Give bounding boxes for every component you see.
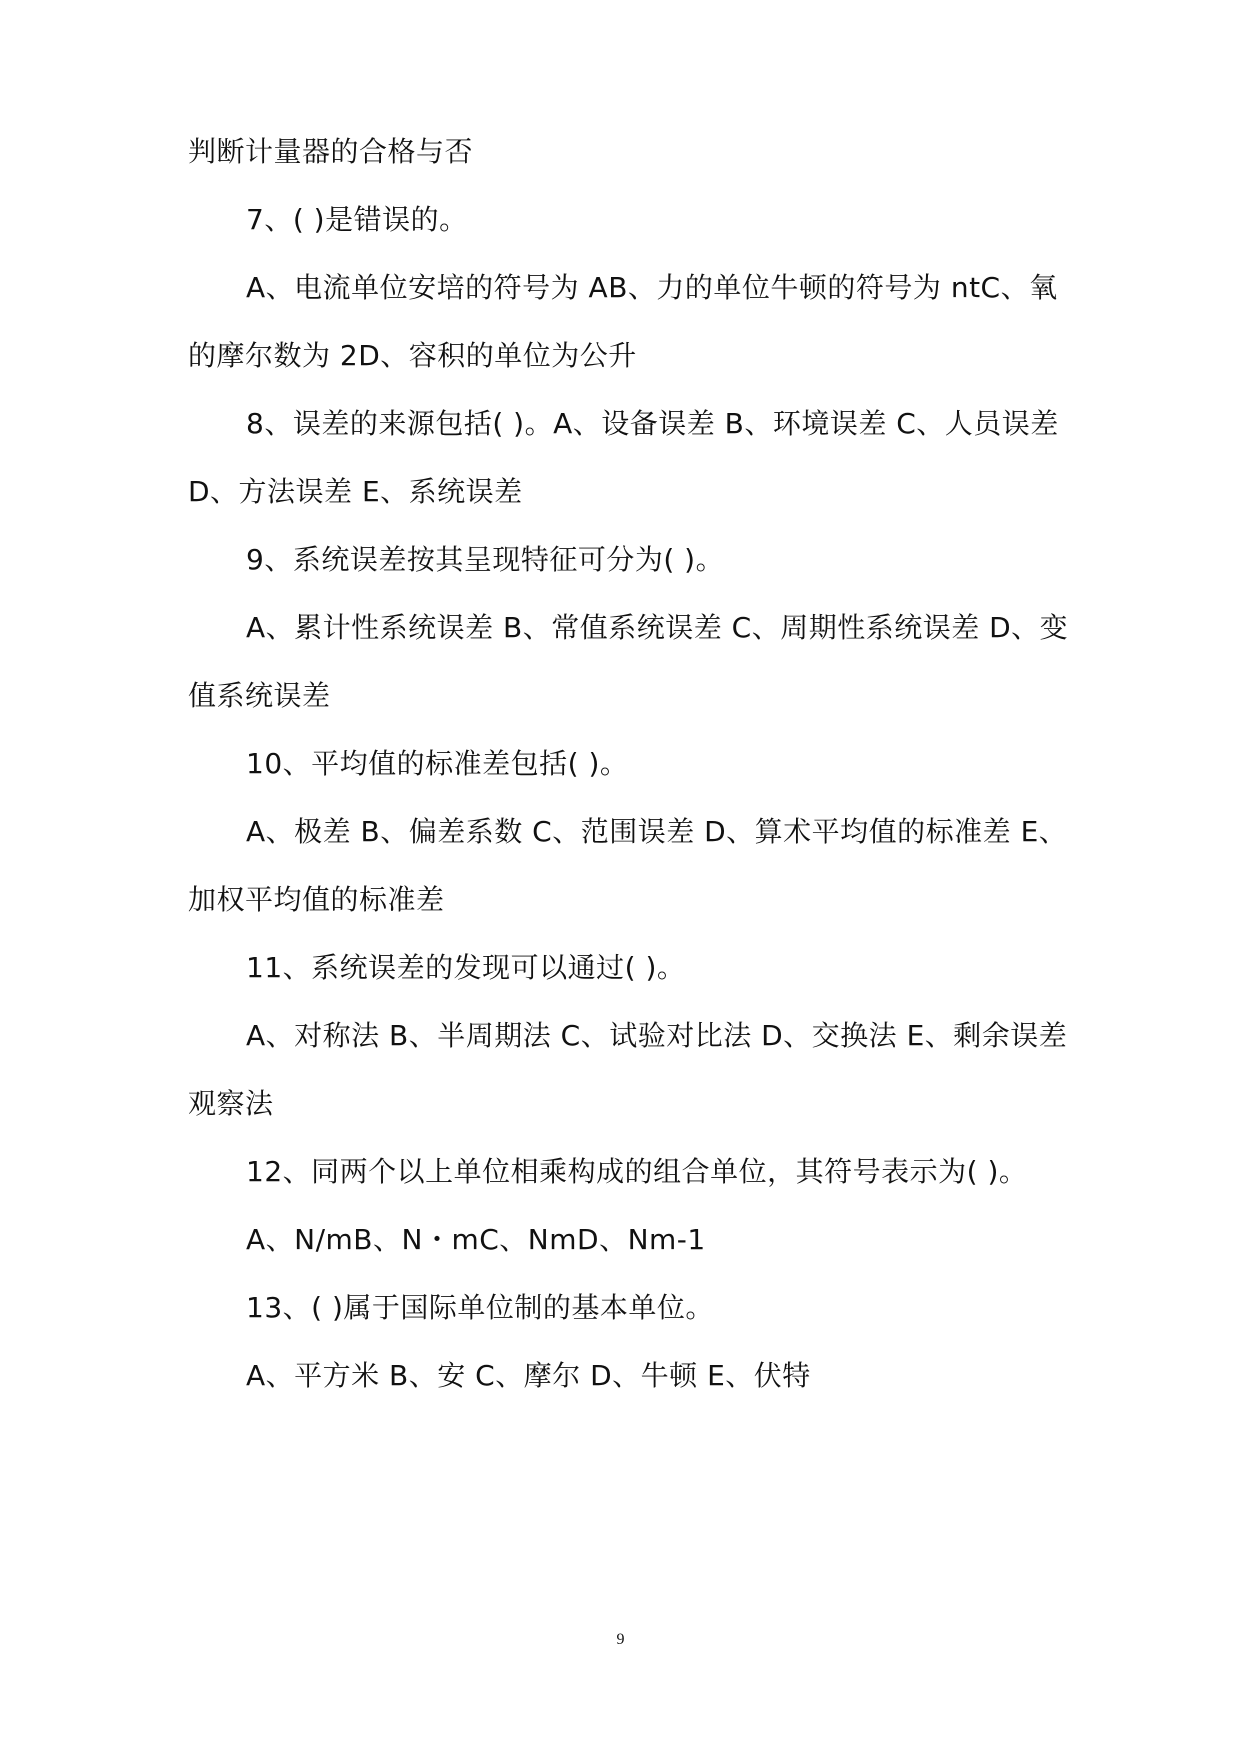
question-7-options-cont: 的摩尔数为 2D、容积的单位为公升 (188, 339, 637, 372)
question-8-options-cont: D、方法误差 E、系统误差 (188, 475, 523, 508)
question-10-options: A、极差 B、偏差系数 C、范围误差 D、算术平均值的标准差 E、 (246, 815, 1068, 848)
question-9: 9、系统误差按其呈现特征可分为( )。 (246, 543, 725, 576)
question-12: 12、同两个以上单位相乘构成的组合单位，其符号表示为( )。 (246, 1155, 1028, 1188)
page-number: 9 (616, 1631, 625, 1648)
question-13-options: A、平方米 B、安 C、摩尔 D、牛顿 E、伏特 (246, 1359, 811, 1392)
question-11-options-cont: 观察法 (188, 1087, 274, 1120)
question-9-options: A、累计性系统误差 B、常值系统误差 C、周期性系统误差 D、变 (246, 611, 1069, 644)
question-11: 11、系统误差的发现可以通过( )。 (246, 951, 686, 984)
question-9-options-cont: 值系统误差 (188, 679, 331, 712)
question-8: 8、误差的来源包括( )。A、设备误差 B、环境误差 C、人员误差 (246, 407, 1059, 440)
question-11-options: A、对称法 B、半周期法 C、试验对比法 D、交换法 E、剩余误差 (246, 1019, 1068, 1052)
question-10: 10、平均值的标准差包括( )。 (246, 747, 629, 780)
question-7: 7、( )是错误的。 (246, 203, 468, 236)
question-7-options: A、电流单位安培的符号为 AB、力的单位牛顿的符号为 ntC、氧 (246, 271, 1058, 304)
text-line-continuation: 判断计量器的合格与否 (188, 135, 474, 168)
question-13: 13、( )属于国际单位制的基本单位。 (246, 1291, 714, 1324)
question-10-options-cont: 加权平均值的标准差 (188, 883, 445, 916)
question-12-options: A、N/mB、N・mC、NmD、Nm-1 (246, 1223, 706, 1256)
